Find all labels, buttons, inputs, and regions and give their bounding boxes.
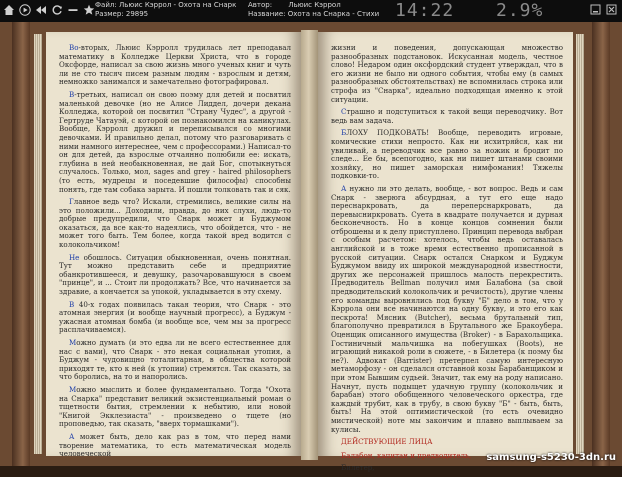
minus-icon[interactable] [66,2,79,18]
right-cover-edge [592,22,610,466]
right-page-text [331,44,563,477]
paragraph: Главное ведь что? Искали, стремились, великие силы на это положили... Доходили, правда, до них слухи, людь-то добрые предупредили, что Снарк может и Буджумом оказаться, да все как-то надеялись, что обойдется, что - не может того быть. Тем более, когда такой вред водится с колокольчиком! [59,197,291,250]
paragraph: Страшно и подступиться к такой вещи переводчику. Вот ведь вам задача. [331,107,563,125]
reader-toolbar [0,0,622,22]
left-cover-edge [12,22,30,466]
book-spine [301,30,318,460]
character-entry: Билетер, [341,463,375,473]
site-watermark: samsung-s5230-3dn.ru [486,452,616,463]
paragraph: А может быть, дело как раз в том, что перед нами творение математика, то есть математическая модель человеческой [59,431,291,459]
right-page-stack [576,34,584,454]
size-label: Размер: 29895 [95,10,149,18]
book-view [0,22,622,473]
left-page-text [59,44,291,463]
file-info [95,1,236,19]
book-info [248,1,379,19]
play-icon[interactable] [18,2,31,18]
paragraph: Можно думать (и это едва ли не всего естественнее для нас с вами), что Снарк - это некая социальная утопия, а Буджум - чудовищно тоталитарная, в общества которой приходят те, кто к ней (к утопии) стремятся. Так сказать, за что боролись, на то и напоролись. [59,338,291,382]
progress-percent: 2.9% [496,0,544,21]
close-icon[interactable] [606,4,617,15]
title-label: Название: Охота на Снарка - Стихи [248,10,380,18]
paragraph: В-третьих, написал он свою поэму для детей и посвятил маленькой девочке (но не Алисе Лиддел, дочери декана Колледжа, которой он посвятил "Страну Чудес", а другой - Гертруде Чатауэй, с которой он познакомился на каникулах. Вообще, Кэрролл дружил и переписывался со многими девочками. И правильно делал, потому что разговаривать с ними намного интереснее, чем с профессорами.) Написал-то он для детей, да взрослые отчаянно полюбили ее: искать, глубина в ней необыкновенная, не дай Бог, спотыкнуться случалось. Только, мол, sages and grey - haired philosophers (то есть, мудрецы и поседевшие философы) способны понять, где там собака зарыта. И пошли толковать так и сяк. [59,89,291,194]
paragraph: БЛОХУ ПОДКОВАТЬ! Вообще, переводить игровые, комические стихи непросто. Как ни исхитряйся, как ни увиливай, а переводчик все равно за ножик и бродит по следе... Ее бы, всепогодно, как ни пишет штанами своими хозяйку, но пишет заморская нимфомания! Тяжелы подковки-то. [331,128,563,181]
paragraph: В 40-х годах появилась такая теория, что Снарк - это атомная энергия (и вообще научный прогресс), а Буджум - ужасная атомная бомба (и вообще все, чем мы за прогресс расплачиваемся). [59,299,291,335]
minimize-icon[interactable] [590,4,601,15]
refresh-icon[interactable] [50,2,63,18]
toolbar-icons [2,2,95,18]
rewind-icon[interactable] [34,2,47,18]
character-entry: Балабон, капитан и предводитель, [341,450,472,460]
file-label: Файл: Льюис Кэррол - Охота на Снарк [95,1,237,9]
home-icon[interactable] [2,2,15,18]
paragraph: А нужно ли это делать, вообще, - вот вопрос. Ведь и сам Снарк - зверюга абсурдная, а тут его еще надо переснаркровать, да переперснаркровать, да перевысниркровать. Суета в квадрате получается и дурная бесконечность. Но в конце концов сомнения были отброшены и к делу приступлено. Принцип перевода выбран с особым расчетом: хотелось, чтобы ведь оставалась английской и в тоже время естественно прописанной в русской ситуации. Снарк остался Снарком и Буджум Буджумом ввиду их широкой международной известности, других же персонажей пришлось малость перекрестить. Предводитель Bellman получил имя Балабона (за свой предводительский колокольчик и речистость), другие члены его команды выровнялись под букву "Б" дело в том, что у Кэррола они все начинаются на одну букву, и это его как пескрота! Мясник (Butcher), весьма брутальный тип, благополучно превратился в Брутального же Бракоубера. Оценщик описанного имущества (Broker) - в Барахольщика. Гостиничный мальчишка на побегушках (Boots), не играющий никакой роли в сюжете, - в Билетера (к поэму бы не?). Адвокат (Barrister) претерпел самую интересную метаморфозу - он сделался отставной козы Барабанщиком и при этом Бывшим судьей. Значит, так ему на роду написано. Начнут, пусть подыщет удачную группу (колокольчик и барабан) этого обобщенного человеческого оркестра, где каждый трубит, как в трубу, в свою букву "Б" - быть, быть, быть! На этой оптимистической (то есть очевидно мистической) ноте мы закончим и плавно выплываем за кулисы. [331,183,563,434]
paragraph: жизни и поведения, допускающая множество разнообразных подстановок. Искусанная модель, честное слово! Недаром один оксфордский студент утверждал, что в его жизни не было ни одного события, чтобы ему (в самых разнообразных обстоятельствах) не вспомнилась строка или строфа из "Снарка", идеально подходящая именно к этой ситуации. [331,43,563,104]
left-page-stack [34,34,42,454]
paragraph: Можно мыслить и более фундаментально. Тогда "Охота на Снарка" представит великий экзистенциальный роман о тщетности бытия, стремлении к небытию, или новой "Книгой Экклезиаста" - произведено о тщете (но проповедью, так сказать, "вверх тормашками"). [59,384,291,429]
author-label: Автор: Льюис Кэррол [248,1,341,9]
left-page[interactable] [46,32,301,459]
paragraph: Не обошлось. Ситуация обыкновенная, очень понятная. Тут можно представить себе и предприятие обанкротившееся, и девушку, разочаровавшуюся в своем "принце", и ... Стоит ли продолжать? Все, что начинается за здравие, а кончается за упокой, укладывается в эту схему. [59,252,291,297]
star-icon[interactable] [82,2,95,18]
clock-display: 14:22 [395,0,455,21]
paragraph: Во-вторых, Льюис Кэрролл трудилась лет преподавал математику в Колледже Церкви Христа, что в городе Оксфорде, написал за свою жизнь много ученых книг и чуть ли не сто тысяч писем разным людям - взрослым и детям, немножко занимался и замечательно фотографировал. [59,43,291,87]
section-heading: ДЕЙСТВУЮЩИЕ ЛИЦА [341,437,433,447]
